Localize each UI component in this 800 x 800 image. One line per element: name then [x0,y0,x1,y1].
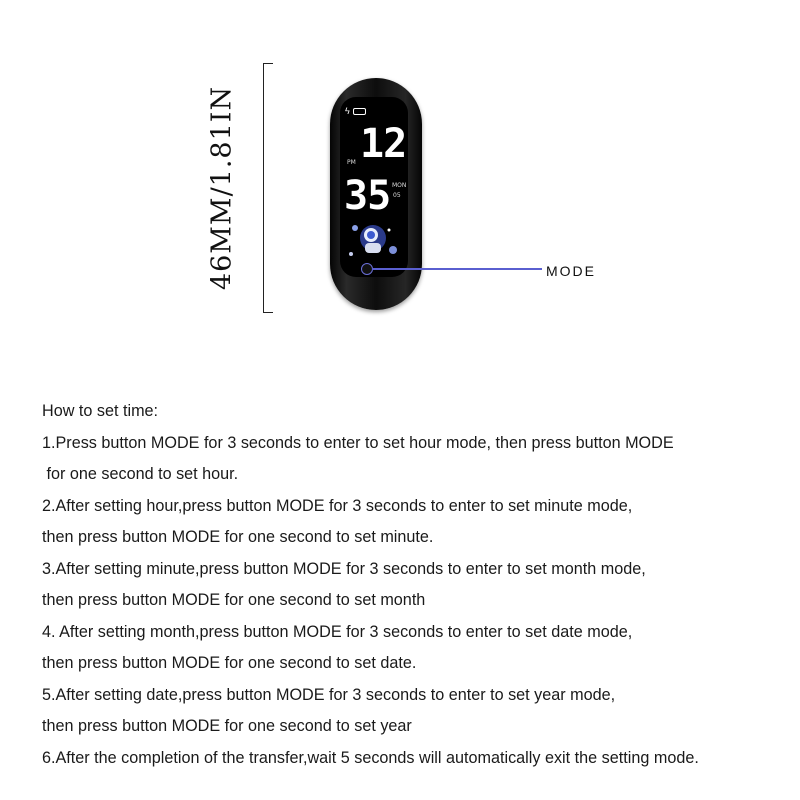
instruction-line: 6.After the completion of the transfer,wait 5 seconds will automatically exit the setting mode. [42,749,699,767]
watch-weekday: MON [392,182,407,189]
watch-period: PM [347,159,356,166]
instruction-line: for one second to set hour. [42,465,239,483]
instruction-line: then press button MODE for one second to set minute. [42,528,434,546]
instruction-line: then press button MODE for one second to set year [42,717,412,735]
dimension-label: 46MM/1.81IN [206,85,238,291]
instructions-heading: How to set time: [42,402,159,420]
instruction-line: then press button MODE for one second to set month [42,591,426,609]
watch-day: 05 [393,192,401,199]
instruction-line: 4. After setting month,press button MODE for 3 seconds to enter to set date mode, [42,623,633,641]
instruction-line: 2.After setting hour,press button MODE for 3 seconds to enter to set minute mode, [42,497,633,515]
instruction-line: 1.Press button MODE for 3 seconds to enter to set hour mode, then press button MODE [42,434,674,452]
instruction-line: 5.After setting date,press button MODE for 3 seconds to enter to set year mode, [42,686,616,704]
instruction-line: 3.After setting minute,press button MODE for 3 seconds to enter to set month mode, [42,560,646,578]
instruction-line: then press button MODE for one second to set date. [42,654,417,672]
mode-callout-label: MODE [546,263,596,279]
watch-minute: 35 [344,173,391,219]
battery-icon [353,108,366,115]
dimension-bracket [263,63,273,313]
mode-callout-line [372,268,542,270]
bolt-icon: ϟ [345,106,350,116]
astronaut-icon [343,218,403,266]
watch-hour: 12 [360,121,407,167]
